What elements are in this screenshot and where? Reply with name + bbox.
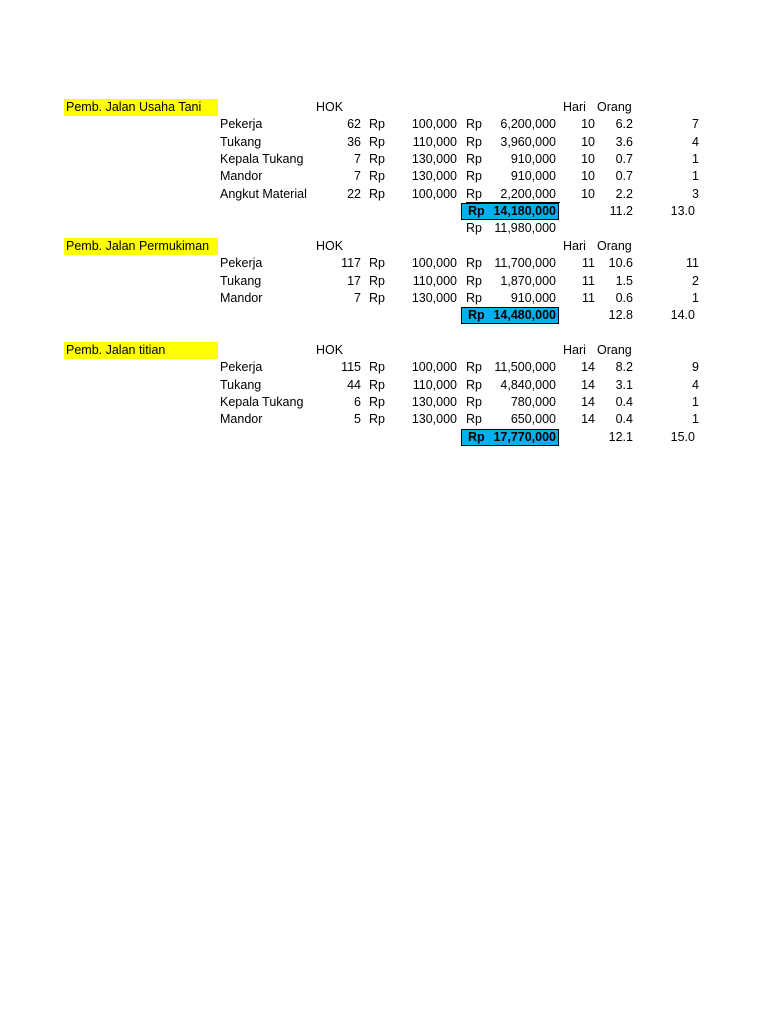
cell-rp1: Rp (369, 186, 385, 201)
cell-name: Mandor (220, 412, 263, 427)
cell-orang: 0.7 (615, 169, 633, 184)
cell-orang-round: 11 (686, 256, 699, 271)
cell-rp2: Rp (466, 151, 482, 166)
cell-rp2: Rp (466, 169, 482, 184)
hok-header: HOK (316, 343, 344, 357)
cell-hok: 7 (354, 169, 361, 184)
cell-rate: 100,000 (411, 360, 457, 375)
cell-rp2: Rp (466, 256, 482, 271)
cell-name: Tukang (220, 134, 262, 149)
cell-rate: 100,000 (411, 186, 457, 201)
cell-amount: 11,500,000 (494, 360, 556, 375)
cell-rp2: Rp (466, 273, 482, 288)
hari-header: Hari (563, 100, 586, 114)
orang-header: Orang (597, 239, 632, 253)
hok-header: HOK (316, 239, 344, 253)
cell-rp2: Rp (466, 117, 482, 132)
hari-header: Hari (563, 343, 586, 357)
cell-orang: 0.7 (615, 151, 633, 166)
total-orang: 11.2 (609, 203, 633, 218)
total-orang-round: 14.0 (670, 308, 695, 323)
extra-amount: 11,980,000 (494, 221, 556, 236)
total-amount: 17,770,000 (493, 429, 556, 444)
cell-name: Pekerja (220, 256, 263, 271)
total-rp: Rp (468, 203, 485, 218)
cell-rate: 110,000 (412, 377, 457, 392)
cell-name: Kepala Tukang (220, 394, 304, 409)
cell-rp1: Rp (369, 360, 385, 375)
cell-orang-round: 9 (692, 360, 699, 375)
cell-amount: 3,960,000 (500, 134, 556, 149)
cell-name: Mandor (220, 169, 263, 184)
cell-orang-round: 1 (692, 394, 699, 409)
cell-amount: 780,000 (510, 394, 556, 409)
cell-orang-round: 3 (692, 186, 699, 201)
extra-rp: Rp (466, 221, 482, 236)
cell-hari: 14 (581, 394, 595, 409)
cell-amount: 1,870,000 (500, 273, 556, 288)
cell-orang-round: 1 (692, 290, 699, 305)
cell-rate: 100,000 (411, 117, 457, 132)
orang-header: Orang (597, 100, 632, 114)
cell-name: Pekerja (220, 117, 263, 132)
total-rp: Rp (468, 308, 485, 323)
cell-orang: 3.1 (615, 377, 633, 392)
cell-orang: 0.4 (615, 394, 633, 409)
cell-rp1: Rp (369, 377, 385, 392)
cell-orang: 8.2 (615, 360, 633, 375)
cell-orang-round: 4 (692, 377, 699, 392)
cell-orang: 0.6 (615, 290, 633, 305)
cell-hok: 22 (347, 186, 361, 201)
total-orang: 12.1 (608, 429, 633, 444)
cell-name: Kepala Tukang (220, 151, 304, 166)
cell-rp2: Rp (466, 412, 482, 427)
cell-hari: 10 (581, 151, 595, 166)
cell-hok: 5 (354, 412, 361, 427)
cell-rate: 110,000 (412, 134, 457, 149)
cell-hari: 14 (581, 377, 595, 392)
cell-orang-round: 1 (692, 412, 699, 427)
cell-rp1: Rp (369, 256, 385, 271)
cell-orang-round: 4 (692, 134, 699, 149)
cell-orang-round: 2 (692, 273, 699, 288)
cell-rp1: Rp (369, 169, 385, 184)
hari-header: Hari (563, 239, 586, 253)
cell-orang: 10.6 (608, 256, 633, 271)
section-title: Pemb. Jalan Permukiman (64, 238, 218, 255)
cell-hari: 10 (581, 186, 595, 201)
cell-rate: 130,000 (411, 169, 457, 184)
cell-hari: 11 (582, 256, 595, 271)
cell-amount: 6,200,000 (500, 117, 556, 132)
cell-name: Tukang (220, 273, 262, 288)
cell-hok: 36 (347, 134, 361, 149)
cell-hok: 7 (354, 290, 361, 305)
cell-hari: 10 (581, 134, 595, 149)
cell-amount: 910,000 (510, 169, 556, 184)
cell-amount: 4,840,000 (500, 377, 556, 392)
cell-orang: 3.6 (615, 134, 633, 149)
cell-hari: 14 (581, 412, 595, 427)
hok-header: HOK (316, 100, 344, 114)
total-rp: Rp (468, 429, 485, 444)
cell-hok: 44 (347, 377, 361, 392)
section-title: Pemb. Jalan titian (64, 342, 218, 359)
cell-hari: 11 (582, 290, 595, 305)
cell-name: Angkut Material (220, 186, 307, 201)
cell-rate: 130,000 (411, 412, 457, 427)
cell-rp1: Rp (369, 117, 385, 132)
cell-orang: 2.2 (615, 186, 633, 201)
cell-rp2: Rp (466, 134, 482, 149)
cell-amount: 2,200,000 (500, 186, 556, 201)
total-orang-round: 13.0 (670, 203, 695, 218)
total-amount: 14,480,000 (493, 308, 556, 323)
total-amount: 14,180,000 (493, 203, 556, 218)
cell-hok: 6 (354, 394, 361, 409)
cell-rp1: Rp (369, 394, 385, 409)
total-orang-round: 15.0 (670, 429, 695, 444)
cell-orang: 6.2 (615, 117, 633, 132)
cell-rp1: Rp (369, 412, 385, 427)
cell-name: Mandor (220, 290, 263, 305)
cell-rate: 130,000 (411, 151, 457, 166)
cell-hok: 62 (347, 117, 361, 132)
cell-rp2: Rp (466, 377, 482, 392)
cell-orang-round: 1 (692, 169, 699, 184)
cell-hok: 115 (341, 360, 361, 375)
section-title: Pemb. Jalan Usaha Tani (64, 99, 218, 116)
cell-amount: 650,000 (510, 412, 556, 427)
cell-name: Tukang (220, 377, 262, 392)
cell-orang-round: 1 (692, 151, 699, 166)
cell-rp2: Rp (466, 394, 482, 409)
cell-amount: 910,000 (510, 151, 556, 166)
cell-rate: 110,000 (412, 273, 457, 288)
cell-hari: 10 (581, 169, 595, 184)
cell-rp1: Rp (369, 273, 385, 288)
cell-orang: 1.5 (615, 273, 633, 288)
cell-hari: 14 (581, 360, 595, 375)
cell-rate: 130,000 (411, 290, 457, 305)
cell-rate: 130,000 (411, 394, 457, 409)
cell-name: Pekerja (220, 360, 263, 375)
cell-rp1: Rp (369, 134, 385, 149)
cell-hok: 117 (341, 256, 361, 271)
cell-hok: 7 (354, 151, 361, 166)
cell-orang-round: 7 (692, 117, 699, 132)
cell-rp1: Rp (369, 151, 385, 166)
cell-amount: 910,000 (510, 290, 556, 305)
total-orang: 12.8 (608, 308, 633, 323)
cell-rp1: Rp (369, 290, 385, 305)
cell-rp2: Rp (466, 186, 482, 201)
cell-rp2: Rp (466, 290, 482, 305)
cell-hari: 11 (582, 273, 595, 288)
cell-rate: 100,000 (411, 256, 457, 271)
cell-hok: 17 (347, 273, 361, 288)
cell-rp2: Rp (466, 360, 482, 375)
orang-header: Orang (597, 343, 632, 357)
cell-hari: 10 (581, 117, 595, 132)
cell-amount: 11,700,000 (494, 256, 556, 271)
cell-orang: 0.4 (615, 412, 633, 427)
